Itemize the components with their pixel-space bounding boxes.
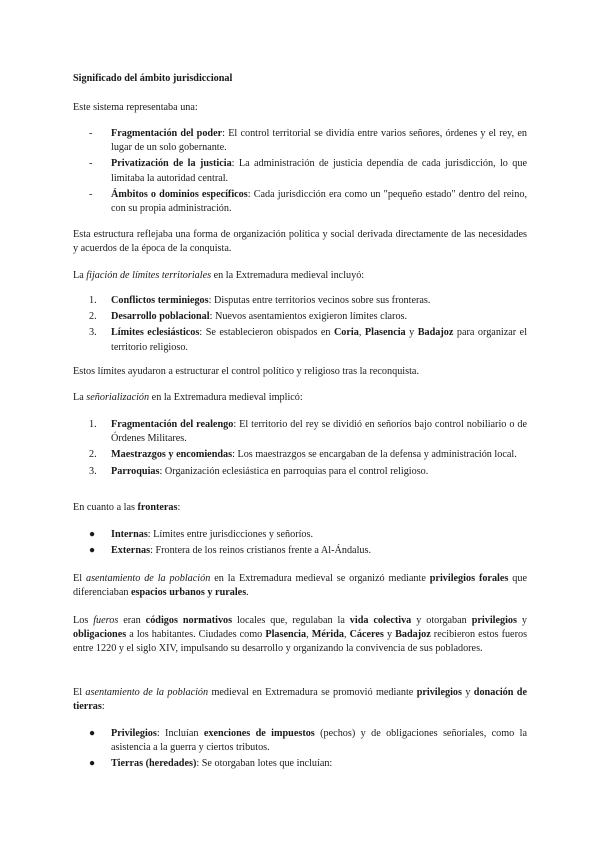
asentamiento-paragraph-2: El asentamiento de la población medieval en Extremadura se promovió mediante privilegios y donación de tierras: (73, 687, 527, 713)
fijacion-intro: La fijación de límites territoriales en la Extremadura medieval incluyó: (73, 270, 365, 281)
fronteras-intro: En cuanto a las fronteras: (73, 502, 181, 513)
fronteras-list (91, 528, 527, 560)
asentamiento-paragraph-1: El asentamiento de la población en la Extremadura medieval se organizó mediante privilegios forales que diferenciaban espacios urbanos y rurales. (73, 573, 527, 599)
fueros-paragraph: Los fueros eran códigos normativos locales que, regulaban la vida colectiva y otorgaban privilegios y obligaciones a los habitantes. Ciudades como Plasencia, Mérida, Cáceres y Badajoz recibieron estos fueros entre 1220 y el siglo XIV, impulsando su desarrollo y organizando la convivencia de sus pobladores. (73, 615, 528, 655)
bullet-icon: ● (89, 758, 96, 770)
fijacion-list (91, 294, 527, 357)
list-item: 2. Desarrollo poblacional: Nuevos asentamientos exigieron límites claros. (89, 311, 408, 323)
senorializacion-intro: La señorialización en la Extremadura medieval implicó: (73, 392, 303, 403)
list-item: 2. Maestrazgos y encomiendas: Los maestrazgos se encargaban de la defensa y administración local. (89, 449, 517, 461)
list-item: 3. Límites eclesiásticos: Se establecieron obispados en Coria, Plasencia y Badajoz para organizar el territorio religioso. (89, 327, 528, 353)
list-item: 1. Fragmentación del realengo: El territorio del rey se dividió en señoríos bajo control nobiliario o de Órdenes Militares. (89, 419, 527, 445)
list-item: - Fragmentación del poder: El control territorial se dividía entre varios señores, órdenes y el rey, en lugar de un solo gobernante. (89, 128, 527, 154)
section-heading: Significado del ámbito jurisdiccional (73, 73, 233, 84)
list-item: ● Internas: Límites entre jurisdicciones y señoríos. (91, 528, 527, 542)
limites-paragraph: Estos límites ayudaron a estructurar el control político y religioso tras la reconquista. (73, 366, 419, 377)
list-item: 1. Conflictos terminiegos: Disputas entre territorios vecinos sobre sus fronteras. (89, 295, 431, 306)
bullet-icon: ● (89, 728, 96, 739)
list-item: 3. Parroquias: Organización eclesiástica en parroquias para el control religioso. (89, 465, 429, 477)
senorializacion-list (91, 418, 527, 481)
dash-list (91, 127, 527, 218)
list-item: ● Tierras (heredades): Se otorgaban lotes que incluían: (91, 757, 527, 771)
intro-paragraph: Este sistema representaba una: (73, 102, 198, 113)
list-item: - Privatización de la justicia: La administración de justicia dependía de cada jurisdicción, lo que limitaba la autoridad central. (89, 158, 527, 184)
bullet-icon: ● (89, 545, 96, 557)
list-item: ● Externas: Frontera de los reinos cristianos frente a Al-Ándalus. (91, 544, 527, 558)
privilegios-list (91, 727, 527, 774)
list-item: ● Privilegios: Incluían exenciones de impuestos (pechos) y de obligaciones señoriales, como la asistencia a la guerra y ciertos tributos. (89, 728, 527, 754)
list-item: - Ámbitos o dominios específicos: Cada jurisdicción era como un "pequeño estado" dentro del reino, con su propia administración. (89, 188, 527, 215)
structure-paragraph: Esta estructura reflejaba una forma de organización política y social derivada directamente de las necesidades y acuerdos de la época de la conquista. (73, 229, 527, 255)
bullet-icon: ● (89, 529, 96, 540)
